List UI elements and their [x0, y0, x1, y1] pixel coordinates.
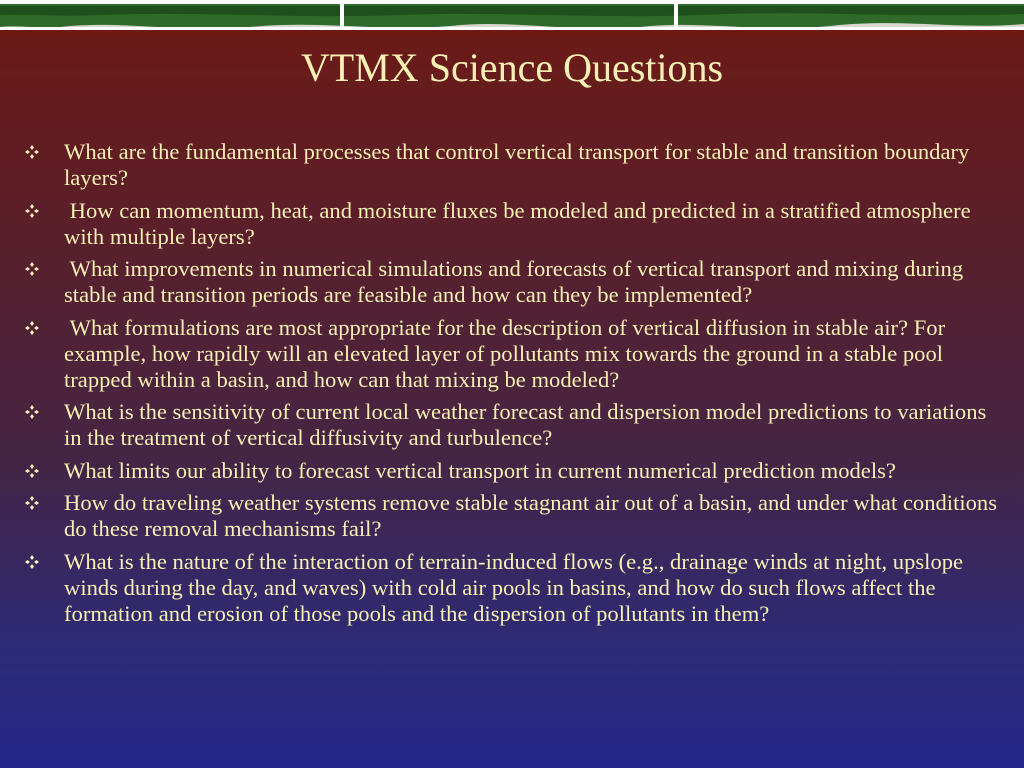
question-text: What is the sensitivity of current local weather forecast and dispersion model predictions to variations in the treatment of vertical diffusivity and turbulence?: [64, 399, 987, 450]
list-item: [24, 139, 1009, 191]
list-item: [24, 198, 1009, 250]
four-diamond-bullet-icon: [24, 144, 40, 160]
four-diamond-bullet-icon: [24, 554, 40, 570]
question-text: What formulations are most appropriate for the description of vertical diffusion in stable air? For example, how rapidly will an elevated layer of pollutants mix towards the ground in a stable pool trapped within a basin, and how can that mixing be modeled?: [64, 314, 951, 392]
list-item: [24, 458, 1009, 484]
question-text: What improvements in numerical simulations and forecasts of vertical transport and mixing during stable and transition periods are feasible and how can they be implemented?: [64, 256, 969, 307]
question-text: How do traveling weather systems remove stable stagnant air out of a basin, and under what conditions do these removal mechanisms fail?: [64, 490, 998, 541]
four-diamond-bullet-icon: [24, 495, 40, 511]
question-text: How can momentum, heat, and moisture fluxes be modeled and predicted in a stratified atmosphere with multiple layers?: [64, 197, 977, 249]
four-diamond-bullet-icon: [24, 320, 40, 336]
question-text: What limits our ability to forecast vertical transport in current numerical prediction models?: [64, 457, 896, 483]
question-list: [24, 139, 1009, 633]
list-item: [24, 490, 1009, 542]
slide-title: VTMX Science Questions: [300, 45, 724, 90]
decorative-banner: [0, 0, 1024, 34]
list-item: [24, 549, 1009, 627]
four-diamond-bullet-icon: [24, 404, 40, 420]
question-text: What are the fundamental processes that control vertical transport for stable and transition boundary layers?: [64, 139, 970, 190]
question-text: What is the nature of the interaction of terrain-induced flows (e.g., drainage winds at night, upslope winds during the day, and waves) with cold air pools in basins, and how do such flows affect the formation and erosion of those pools and the dispersion of pollutants in them?: [64, 548, 964, 626]
list-item: [24, 399, 1009, 451]
four-diamond-bullet-icon: [24, 261, 40, 277]
four-diamond-bullet-icon: [24, 203, 40, 219]
list-item: [24, 256, 1009, 308]
list-item: [24, 315, 1009, 393]
four-diamond-bullet-icon: [24, 463, 40, 479]
